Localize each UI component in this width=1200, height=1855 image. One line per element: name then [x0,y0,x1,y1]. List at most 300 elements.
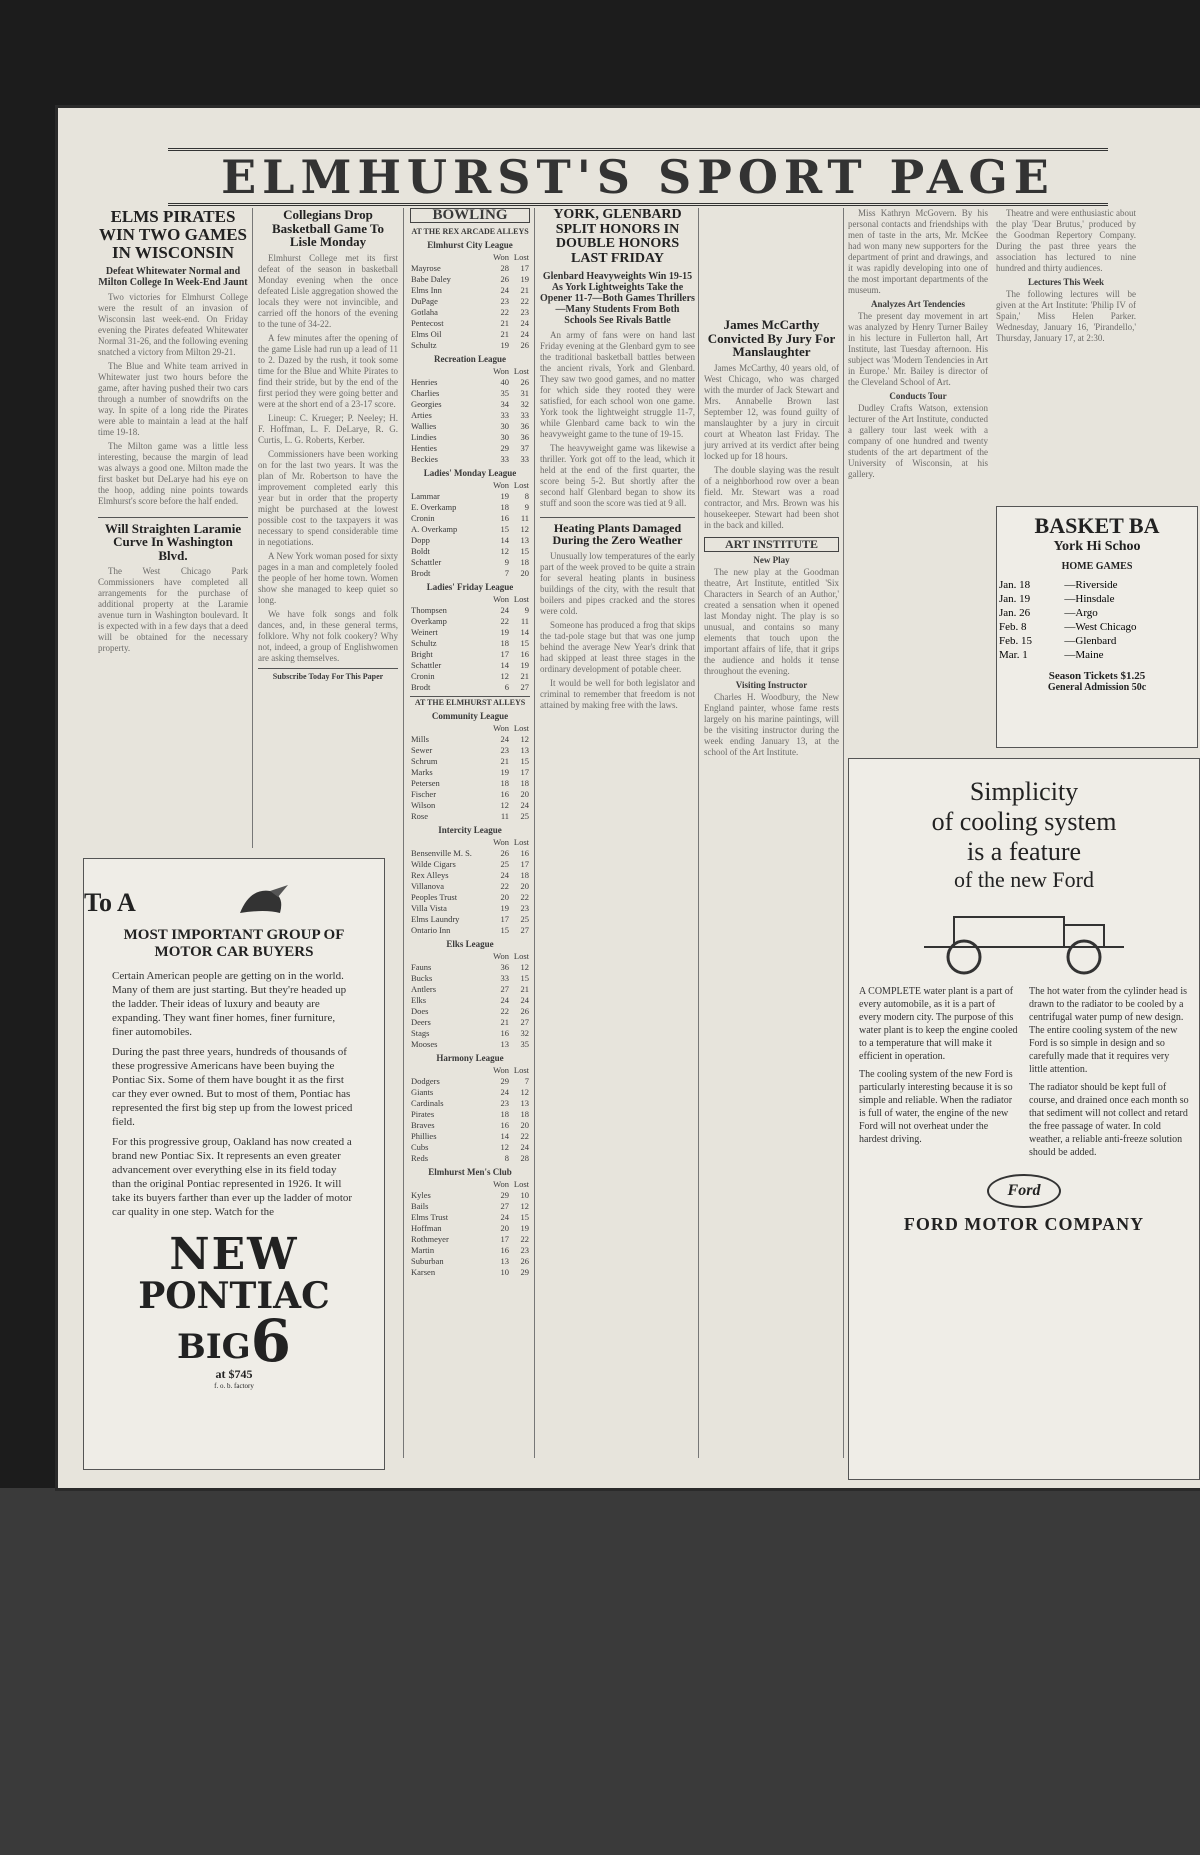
standings-table [410,723,530,822]
team-name: Elms Oil [411,329,442,339]
games-lost: 13 [520,1098,529,1108]
headline-collegians: Collegians Drop Basketball Game To Lisle Monday [272,207,384,250]
team-name: Mills [411,734,429,744]
games-lost: 9 [524,502,529,512]
table-row [410,546,530,557]
table-row [410,1267,530,1278]
team-name: Wallies [411,421,437,431]
table-header-row [410,480,530,491]
team-name: Overkamp [411,616,447,626]
games-lost: 26 [520,1006,529,1016]
art-subhead: Visiting Instructor [735,679,808,690]
article-paragraph: The double slaying was the result of a neighborhood row over a bean field. Mr. Stewart was a road contractor, and Mrs. Brown was his housekeeper. Stewart had been shot in the back and killed. [704,464,839,530]
team-name: Schattler [411,557,442,567]
column-bowling [410,208,530,1278]
games-won: 40 [500,377,509,387]
team-name: Wilson [411,800,436,810]
article-paragraph: Elmhurst College met its first defeat of the season in basketball Monday evening when the once defeated Lisle aggregation showed the locals they were not invincible, and carried off the honors of the evening to the tune of 34-22. [258,252,398,329]
games-won: 19 [500,767,509,777]
won-header: Won [493,594,509,604]
games-lost: 27 [520,682,529,692]
table-row [410,557,530,568]
table-row [410,660,530,671]
games-won: 21 [500,1017,509,1027]
team-name: Mooses [411,1039,438,1049]
table-row [410,1120,530,1131]
article-paragraph: The new play at the Goodman theatre, Art Institute, entitled 'Six Characters in Search of an Author,' created a sensation when it opened last Monday night. The play is so unusual, and contains so many elements that touch upon the important affairs of life, that it grips the audience and holds it tense throughout the evening. [704,566,839,676]
games-lost: 17 [520,859,529,869]
standings-table [410,480,530,579]
table-row [410,502,530,513]
games-won: 16 [500,513,509,523]
article-paragraph: Charles H. Woodbury, the New England painter, whose fame rests largely on his marine paintings, will be the visiting instructor during the week ending January 13, at the school of the Art Institute. [704,691,839,757]
ford-headline-4: of the new Ford [954,867,1094,892]
team-name: Pentecost [411,318,444,328]
table-row [410,605,530,616]
team-name: Wilde Cigars [411,859,456,869]
table-row [410,1190,530,1201]
games-won: 22 [500,616,509,626]
team-name: Weinert [411,627,438,637]
game-date: Feb. 8 [999,621,1027,633]
team-name: Charlies [411,388,440,398]
team-name: Cubs [411,1142,429,1152]
games-won: 19 [500,903,509,913]
ford-logo: Ford [987,1174,1061,1208]
games-lost: 15 [520,546,529,556]
games-lost: 13 [520,535,529,545]
games-won: 19 [500,340,509,350]
art-subhead: Lectures This Week [1027,277,1104,287]
table-row [410,1223,530,1234]
ad-paragraph: The radiator should be kept full of course, and drained once each month so that sediment will not collect and retard the free passage of water. In cold weather, a reliable anti-freeze solution should be added. [1029,1082,1189,1158]
art-subhead: New Play [753,554,790,565]
team-name: Fauns [411,962,432,972]
games-lost: 8 [524,491,529,501]
league-title: Recreation League [433,354,507,364]
schedule-table [997,578,1197,662]
games-lost: 27 [520,1017,529,1027]
headline-heating-plants: Heating Plants Damaged During the Zero Weather [540,517,695,547]
games-won: 26 [500,848,509,858]
games-won: 36 [500,962,509,972]
schedule-row [997,592,1197,606]
games-won: 29 [500,443,509,453]
table-row [410,859,530,870]
table-row [410,1234,530,1245]
table-row [410,443,530,454]
games-lost: 13 [520,745,529,755]
games-lost: 26 [520,340,529,350]
games-won: 14 [500,660,509,670]
games-won: 15 [500,925,509,935]
games-won: 9 [504,557,509,567]
games-won: 12 [500,546,509,556]
table-row [410,848,530,859]
games-won: 26 [500,274,509,284]
won-header: Won [493,951,509,961]
opponent: —Riverside [1064,579,1118,591]
pontiac-ad [83,858,385,1470]
team-name: Bails [411,1201,429,1211]
team-name: Peoples Trust [411,892,458,902]
games-won: 27 [500,984,509,994]
table-row [410,778,530,789]
team-name: Braves [411,1120,435,1130]
games-won: 29 [500,1076,509,1086]
league-title: Ladies' Monday League [423,468,517,478]
table-row [410,263,530,274]
column-mccarthy-art [704,208,839,761]
games-lost: 36 [520,421,529,431]
subhead-elms-pirates: Defeat Whitewater Normal and Milton College In Week-End Jaunt [98,265,248,288]
team-name: Babe Daley [411,274,451,284]
game-date: Mar. 1 [999,649,1028,661]
games-lost: 22 [520,296,529,306]
games-won: 24 [500,870,509,880]
big-text: BIG [176,1327,251,1367]
table-header-row [410,1179,530,1190]
games-won: 17 [500,649,509,659]
league-title: Elmhurst Men's Club [428,1167,512,1177]
games-won: 21 [500,756,509,766]
headline-york-glenbard: YORK, GLENBARD SPLIT HONORS IN DOUBLE HONORS LAST FRIDAY [553,207,682,267]
team-name: Rothmeyer [411,1234,449,1244]
ford-company: FORD MOTOR COMPANY [903,1214,1145,1234]
six-numeral: 6 [250,1307,292,1375]
table-header-row [410,951,530,962]
table-row [410,1006,530,1017]
standings-table [410,1179,530,1278]
standings-table [410,594,530,693]
newspaper-page [58,108,1200,1488]
won-header: Won [493,723,509,733]
table-row [410,995,530,1006]
games-lost: 12 [520,962,529,972]
table-row [410,1142,530,1153]
ford-ad [848,758,1200,1480]
games-won: 35 [500,388,509,398]
games-won: 24 [500,285,509,295]
games-lost: 7 [524,1076,529,1086]
games-lost: 20 [520,789,529,799]
table-row [410,892,530,903]
season-tickets: Season Tickets $1.25 [1048,670,1146,682]
article-paragraph: Commissioners have been working on for the last two years. It was the plan of Mr. Robertson to have the improvement completed early this year but in order that the property might be purchased at the lowest possible cost to the taxpayers it was necessary to spend considerable time in negotiations. [258,448,398,547]
table-row [410,800,530,811]
games-lost: 19 [520,1223,529,1233]
art-institute-header: ART INSTITUTE [704,537,839,552]
games-won: 15 [500,524,509,534]
table-header-row [410,837,530,848]
games-lost: 24 [520,1142,529,1152]
table-row [410,296,530,307]
table-row [410,1212,530,1223]
team-name: Lindies [411,432,437,442]
standings-table [410,1065,530,1164]
table-row [410,1131,530,1142]
games-lost: 24 [520,995,529,1005]
games-won: 19 [500,491,509,501]
team-name: Rex Alleys [411,870,449,880]
team-name: Boldt [411,546,430,556]
ad-paragraph: Certain American people are getting on in the world. Many of them are just starting. But they're headed up the ladder. Their ideas of luxury and beauty are expanding. They want finer homes, finer furniture, finer automobiles. [112,970,347,1038]
table-row [410,671,530,682]
games-lost: 10 [520,1190,529,1200]
games-lost: 17 [520,767,529,777]
games-won: 22 [500,881,509,891]
games-won: 22 [500,307,509,317]
table-row [410,377,530,388]
game-date: Jan. 19 [999,593,1031,605]
team-name: Reds [411,1153,428,1163]
team-name: Gotlaha [411,307,438,317]
schedule-row [997,634,1197,648]
table-row [410,307,530,318]
games-won: 22 [500,1006,509,1016]
games-won: 30 [500,432,509,442]
games-won: 16 [500,789,509,799]
column-elms-pirates [98,208,248,657]
alleys-label: AT THE ELMHURST ALLEYS [410,696,530,708]
standings-table [410,951,530,1050]
art-subhead: Conducts Tour [889,391,947,401]
column-rule [403,208,404,1458]
table-row [410,881,530,892]
opponent: —Maine [1064,649,1104,661]
games-lost: 19 [520,274,529,284]
team-name: Elks [411,995,427,1005]
games-won: 28 [500,263,509,273]
table-row [410,745,530,756]
games-won: 12 [500,800,509,810]
won-header: Won [493,252,509,262]
table-row [410,767,530,778]
team-name: Suburban [411,1256,444,1266]
table-row [410,914,530,925]
alleys-label: AT THE REX ARCADE ALLEYS [411,227,529,236]
column-lectures [996,208,1136,498]
article-paragraph: It would be well for both legislator and criminal to remember that freedom is not attained by making free with the laws. [540,677,695,710]
table-row [410,454,530,465]
games-won: 24 [500,1212,509,1222]
games-lost: 29 [520,1267,529,1277]
games-won: 12 [500,1142,509,1152]
games-lost: 27 [520,925,529,935]
team-name: A. Overkamp [411,524,458,534]
table-row [410,318,530,329]
team-name: Henties [411,443,437,453]
ad-paragraph: A COMPLETE water plant is a part of every automobile, as it is a part of every modern city. The purpose of this water plant is to keep the engine cooled to a temperature that will make it efficient in operation. [859,986,1018,1062]
games-won: 20 [500,1223,509,1233]
games-lost: 21 [520,671,529,681]
article-paragraph: Someone has produced a frog that skips the tad-pole stage but that was one jump behind the average New Year's drink that had skipped at least three stages in the ordinary development of potable cheer. [540,619,695,674]
table-row [410,421,530,432]
article-paragraph: Theatre and were enthusiastic about the play 'Dear Brutus,' produced by the Goodman Repertory Company. During the past three years the association has lectured to nine hundred and thirty audiences. [996,208,1136,273]
ad-paragraph: For this progressive group, Oakland has now created a brand new Pontiac Six. It represents an even greater advancement over everything else in its field today than the original Pontiac represented in 1926. It will take its buyers farther than ever up the ladder of motor car quality in one step. Watch for the [112,1136,353,1218]
games-won: 16 [500,1028,509,1038]
table-row [410,734,530,745]
ford-headline-2: of cooling system [931,807,1117,836]
games-won: 29 [500,1190,509,1200]
won-header: Won [493,1065,509,1075]
games-won: 21 [500,329,509,339]
lost-header: Lost [513,1065,529,1075]
table-row [410,1039,530,1050]
team-name: Phillies [411,1131,437,1141]
games-won: 16 [500,1120,509,1130]
games-won: 25 [500,859,509,869]
article-paragraph: The present day movement in art was analyzed by Henry Turner Bailey in his lecture in Fullerton hall, Art Institute, last Tuesday afternoon. His subject was 'Modern Tendencies in Art in Europe.' Mr. Bailey is director of the Cleveland School of Art. [848,311,988,387]
games-lost: 35 [520,1039,529,1049]
pontiac-headline: MOST IMPORTANT GROUP OF MOTOR CAR BUYERS [123,927,345,960]
article-paragraph: James McCarthy, 40 years old, of West Chicago, who was charged with the murder of Jack Stewart and Mrs. Annabelle Brown last September 12, was found guilty of manslaughter by a jury in circuit court at Wheaton last Friday. The jury arrived at its verdict after being locked up for 18 hours. [704,362,839,461]
ford-car-illustration [914,897,1134,977]
games-lost: 18 [520,778,529,788]
masthead-title: ELMHURST'S SPORT PAGE [221,150,1055,204]
league-title: Intercity League [438,825,502,835]
lineup-text: Lineup: C. Krueger; P. Neeley; H. F. Hoffman, L. F. DeLarye, R. G. Curtis, L. G. Roberts, Kerber. [258,412,398,445]
games-won: 14 [500,1131,509,1141]
games-won: 24 [500,734,509,744]
team-name: Kyles [411,1190,431,1200]
games-lost: 20 [520,1120,529,1130]
team-name: Fischer [411,789,437,799]
table-header-row [410,1065,530,1076]
ad-paragraph: The cooling system of the new Ford is particularly interesting because it is so simple and reliable. When the radiator is full of water, the engine of the new Ford will not overheat under the hardest driving. [859,1069,1013,1145]
game-date: Jan. 18 [999,579,1031,591]
bowling-header: BOWLING [410,208,530,223]
games-lost: 26 [520,1256,529,1266]
table-row [410,1201,530,1212]
team-name: DuPage [411,296,438,306]
games-won: 24 [500,605,509,615]
new-text: NEW [169,1229,299,1280]
table-row [410,535,530,546]
games-won: 33 [500,454,509,464]
games-lost: 15 [520,756,529,766]
games-lost: 32 [520,399,529,409]
league-title: Ladies' Friday League [426,582,514,592]
team-name: Bright [411,649,433,659]
games-won: 30 [500,421,509,431]
team-name: Bucks [411,973,433,983]
team-name: Ontario Inn [411,925,451,935]
column-collegians [258,208,398,682]
team-name: Hoffman [411,1223,442,1233]
table-row [410,789,530,800]
team-name: Petersen [411,778,440,788]
games-lost: 32 [520,1028,529,1038]
games-won: 13 [500,1256,509,1266]
games-lost: 12 [520,524,529,534]
pontiac-fob: f. o. b. factory [214,1382,254,1390]
art-subhead: Analyzes Art Tendencies [870,299,965,309]
article-paragraph: The following lectures will be given at the Art Institute: 'Philip IV of Spain,' Miss Helen Parker. Wednesday, January 16, 'Pirandello,' Thursday, January 17, at 2:30. [996,289,1136,343]
team-name: Brodt [411,682,431,692]
table-header-row [410,366,530,377]
league-title: Community League [431,711,509,721]
ford-headline-1: Simplicity [969,777,1079,806]
won-header: Won [493,1179,509,1189]
table-header-row [410,252,530,263]
pontiac-wordmark: PONTIAC [138,1275,330,1317]
standings-table [410,252,530,351]
games-lost: 12 [520,734,529,744]
lost-header: Lost [513,1179,529,1189]
team-name: Brodt [411,568,431,578]
games-lost: 16 [520,649,529,659]
table-row [410,649,530,660]
won-header: Won [493,366,509,376]
games-lost: 15 [520,973,529,983]
lost-header: Lost [513,594,529,604]
games-won: 16 [500,1245,509,1255]
table-row [410,432,530,443]
table-row [410,627,530,638]
team-name: Bensenville M. S. [411,848,472,858]
table-row [410,1017,530,1028]
game-date: Feb. 15 [999,635,1032,647]
games-won: 12 [500,671,509,681]
article-paragraph: We have folk songs and folk dances, and, in these general terms, folklore. Why not folk cookery? Why not, indeed, a group of Englishwomen are asking themselves. [258,608,398,663]
team-name: Giants [411,1087,434,1097]
games-won: 10 [500,1267,509,1277]
table-row [410,1153,530,1164]
games-won: 13 [500,1039,509,1049]
table-row [410,1028,530,1039]
games-lost: 25 [520,914,529,924]
games-won: 18 [500,1109,509,1119]
table-row [410,568,530,579]
games-lost: 26 [520,377,529,387]
table-row [410,682,530,693]
team-name: Cronin [411,513,435,523]
standings-table [410,366,530,465]
table-row [410,1076,530,1087]
scan-border-bottom [0,1488,1200,1855]
games-lost: 31 [520,388,529,398]
team-name: Villa Vista [411,903,447,913]
games-lost: 37 [520,443,529,453]
lost-header: Lost [513,951,529,961]
games-lost: 11 [520,513,529,523]
games-lost: 14 [520,627,529,637]
table-row [410,756,530,767]
ad-paragraph: The hot water from the cylinder head is drawn to the radiator to be cooled by a centrifugal water pump of new design. The entire cooling system of the new Ford is so simple in design and so carefully made that it requires very little attention. [1029,986,1187,1075]
games-won: 24 [500,995,509,1005]
pontiac-price: at $745 [215,1367,253,1381]
column-rule [252,208,253,848]
table-row [410,274,530,285]
games-lost: 20 [520,568,529,578]
table-row [410,925,530,936]
team-name: Elms Trust [411,1212,449,1222]
table-row [410,1245,530,1256]
team-name: Cronin [411,671,435,681]
games-lost: 18 [520,557,529,567]
game-date: Jan. 26 [999,607,1031,619]
schedule-row [997,648,1197,662]
table-row [410,388,530,399]
column-art-news [848,208,988,748]
article-paragraph: The West Chicago Park Commissioners have completed all arrangements for the purchase of additional property at the Laramie avenue turn in Washington boulevard. It is expected with in a few days that a deed will be obtained for the necessary property. [98,566,248,654]
games-lost: 36 [520,432,529,442]
games-lost: 22 [520,1234,529,1244]
games-lost: 12 [520,1087,529,1097]
games-won: 23 [500,745,509,755]
games-won: 33 [500,973,509,983]
